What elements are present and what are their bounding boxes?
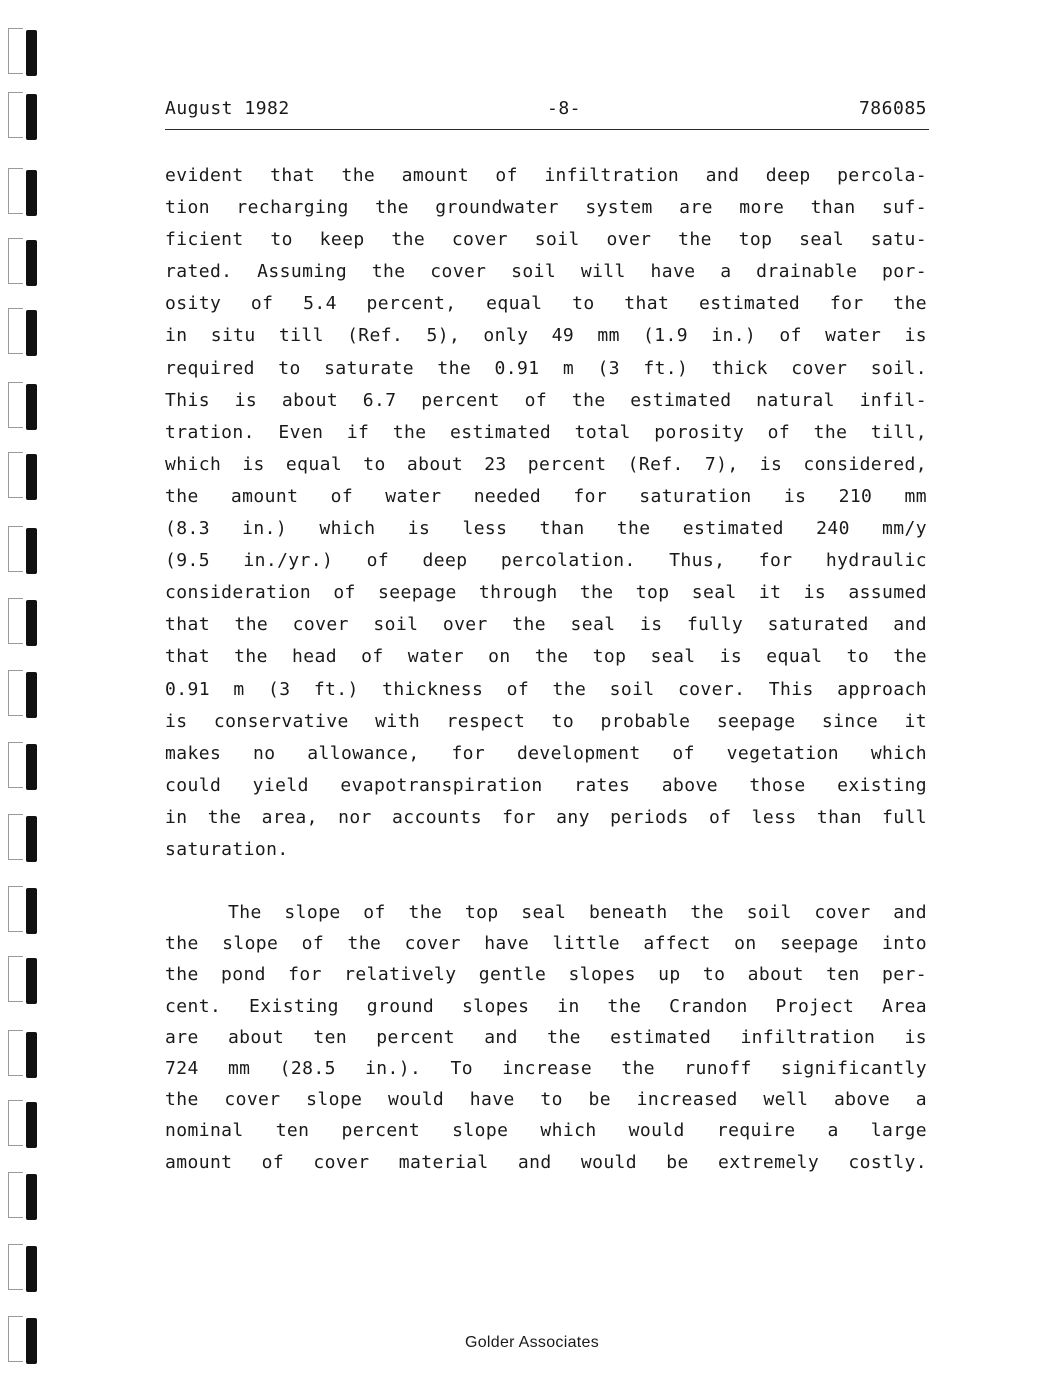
text-line: 724 mm (28.5 in.). To increase the runoff significantly — [165, 1058, 927, 1080]
text-line: tration. Even if the estimated total porosity of the till, — [165, 421, 927, 443]
header-page-number: -8- — [547, 98, 582, 119]
text-line: This is about 6.7 percent of the estimated natural infil- — [165, 389, 927, 411]
header-date: August 1982 — [165, 98, 290, 119]
text-line: in the area, nor accounts for any periods of less than full — [165, 806, 927, 828]
text-line: the slope of the cover have little affect on seepage into — [165, 933, 927, 955]
binder-hole — [8, 308, 42, 360]
text-line: ficient to keep the cover soil over the top seal satu- — [165, 229, 927, 251]
binder-hole — [8, 1030, 42, 1082]
text-line: consideration of seepage through the top seal it is assumed — [165, 582, 927, 604]
text-line: tion recharging the groundwater system are more than suf- — [165, 197, 927, 219]
text-line: in situ till (Ref. 5), only 49 mm (1.9 in.) of water is — [165, 325, 927, 347]
binder-hole — [8, 238, 42, 290]
binder-hole — [8, 814, 42, 866]
text-line: saturation. — [165, 838, 289, 860]
binder-hole — [8, 1244, 42, 1296]
text-line: nominal ten percent slope which would require a large — [165, 1120, 927, 1142]
paragraph-slope — [165, 897, 927, 1178]
binder-hole — [8, 742, 42, 794]
text-line: which is equal to about 23 percent (Ref. 7), is considered, — [165, 453, 927, 475]
paragraph-saturation — [165, 160, 927, 866]
binder-hole — [8, 956, 42, 1008]
text-line: that the cover soil over the seal is fully saturated and — [165, 614, 927, 636]
page-header — [165, 98, 927, 128]
text-line: rated. Assuming the cover soil will have a drainable por- — [165, 261, 927, 283]
binder-hole — [8, 452, 42, 504]
text-line: The slope of the top seal beneath the soil cover and — [228, 902, 927, 923]
binder-hole — [8, 598, 42, 650]
text-line: amount of cover material and would be extremely costly. — [165, 1151, 927, 1173]
text-line: the cover slope would have to be increased well above a — [165, 1089, 927, 1111]
binder-holes — [0, 0, 48, 1380]
text-line: the pond for relatively gentle slopes up to about ten per- — [165, 964, 927, 986]
binder-hole — [8, 382, 42, 434]
text-line: could yield evapotranspiration rates above those existing — [165, 774, 927, 796]
text-line: evident that the amount of infiltration and deep percola- — [165, 165, 927, 186]
page-footer: Golder Associates — [464, 1334, 600, 1351]
binder-hole — [8, 28, 42, 80]
text-line: required to saturate the 0.91 m (3 ft.) thick cover soil. — [165, 357, 927, 379]
binder-hole — [8, 168, 42, 220]
text-line: the amount of water needed for saturation is 210 mm — [165, 485, 927, 507]
text-line: osity of 5.4 percent, equal to that estimated for the — [165, 293, 927, 315]
binder-hole — [8, 526, 42, 578]
text-line: are about ten percent and the estimated infiltration is — [165, 1026, 927, 1048]
binder-hole — [8, 1172, 42, 1224]
binder-hole — [8, 92, 42, 144]
text-line: 0.91 m (3 ft.) thickness of the soil cover. This approach — [165, 678, 927, 700]
header-document-number: 786085 — [858, 98, 927, 119]
text-line: (9.5 in./yr.) of deep percolation. Thus, for hydraulic — [165, 550, 927, 572]
binder-hole — [8, 886, 42, 938]
text-line: that the head of water on the top seal is equal to the — [165, 646, 927, 668]
binder-hole — [8, 1100, 42, 1152]
text-line: is conservative with respect to probable seepage since it — [165, 710, 927, 732]
text-line: cent. Existing ground slopes in the Crandon Project Area — [165, 995, 927, 1017]
text-line: makes no allowance, for development of vegetation which — [165, 742, 927, 764]
text-line: (8.3 in.) which is less than the estimated 240 mm/y — [165, 518, 927, 540]
header-divider — [165, 129, 929, 130]
binder-hole — [8, 670, 42, 722]
